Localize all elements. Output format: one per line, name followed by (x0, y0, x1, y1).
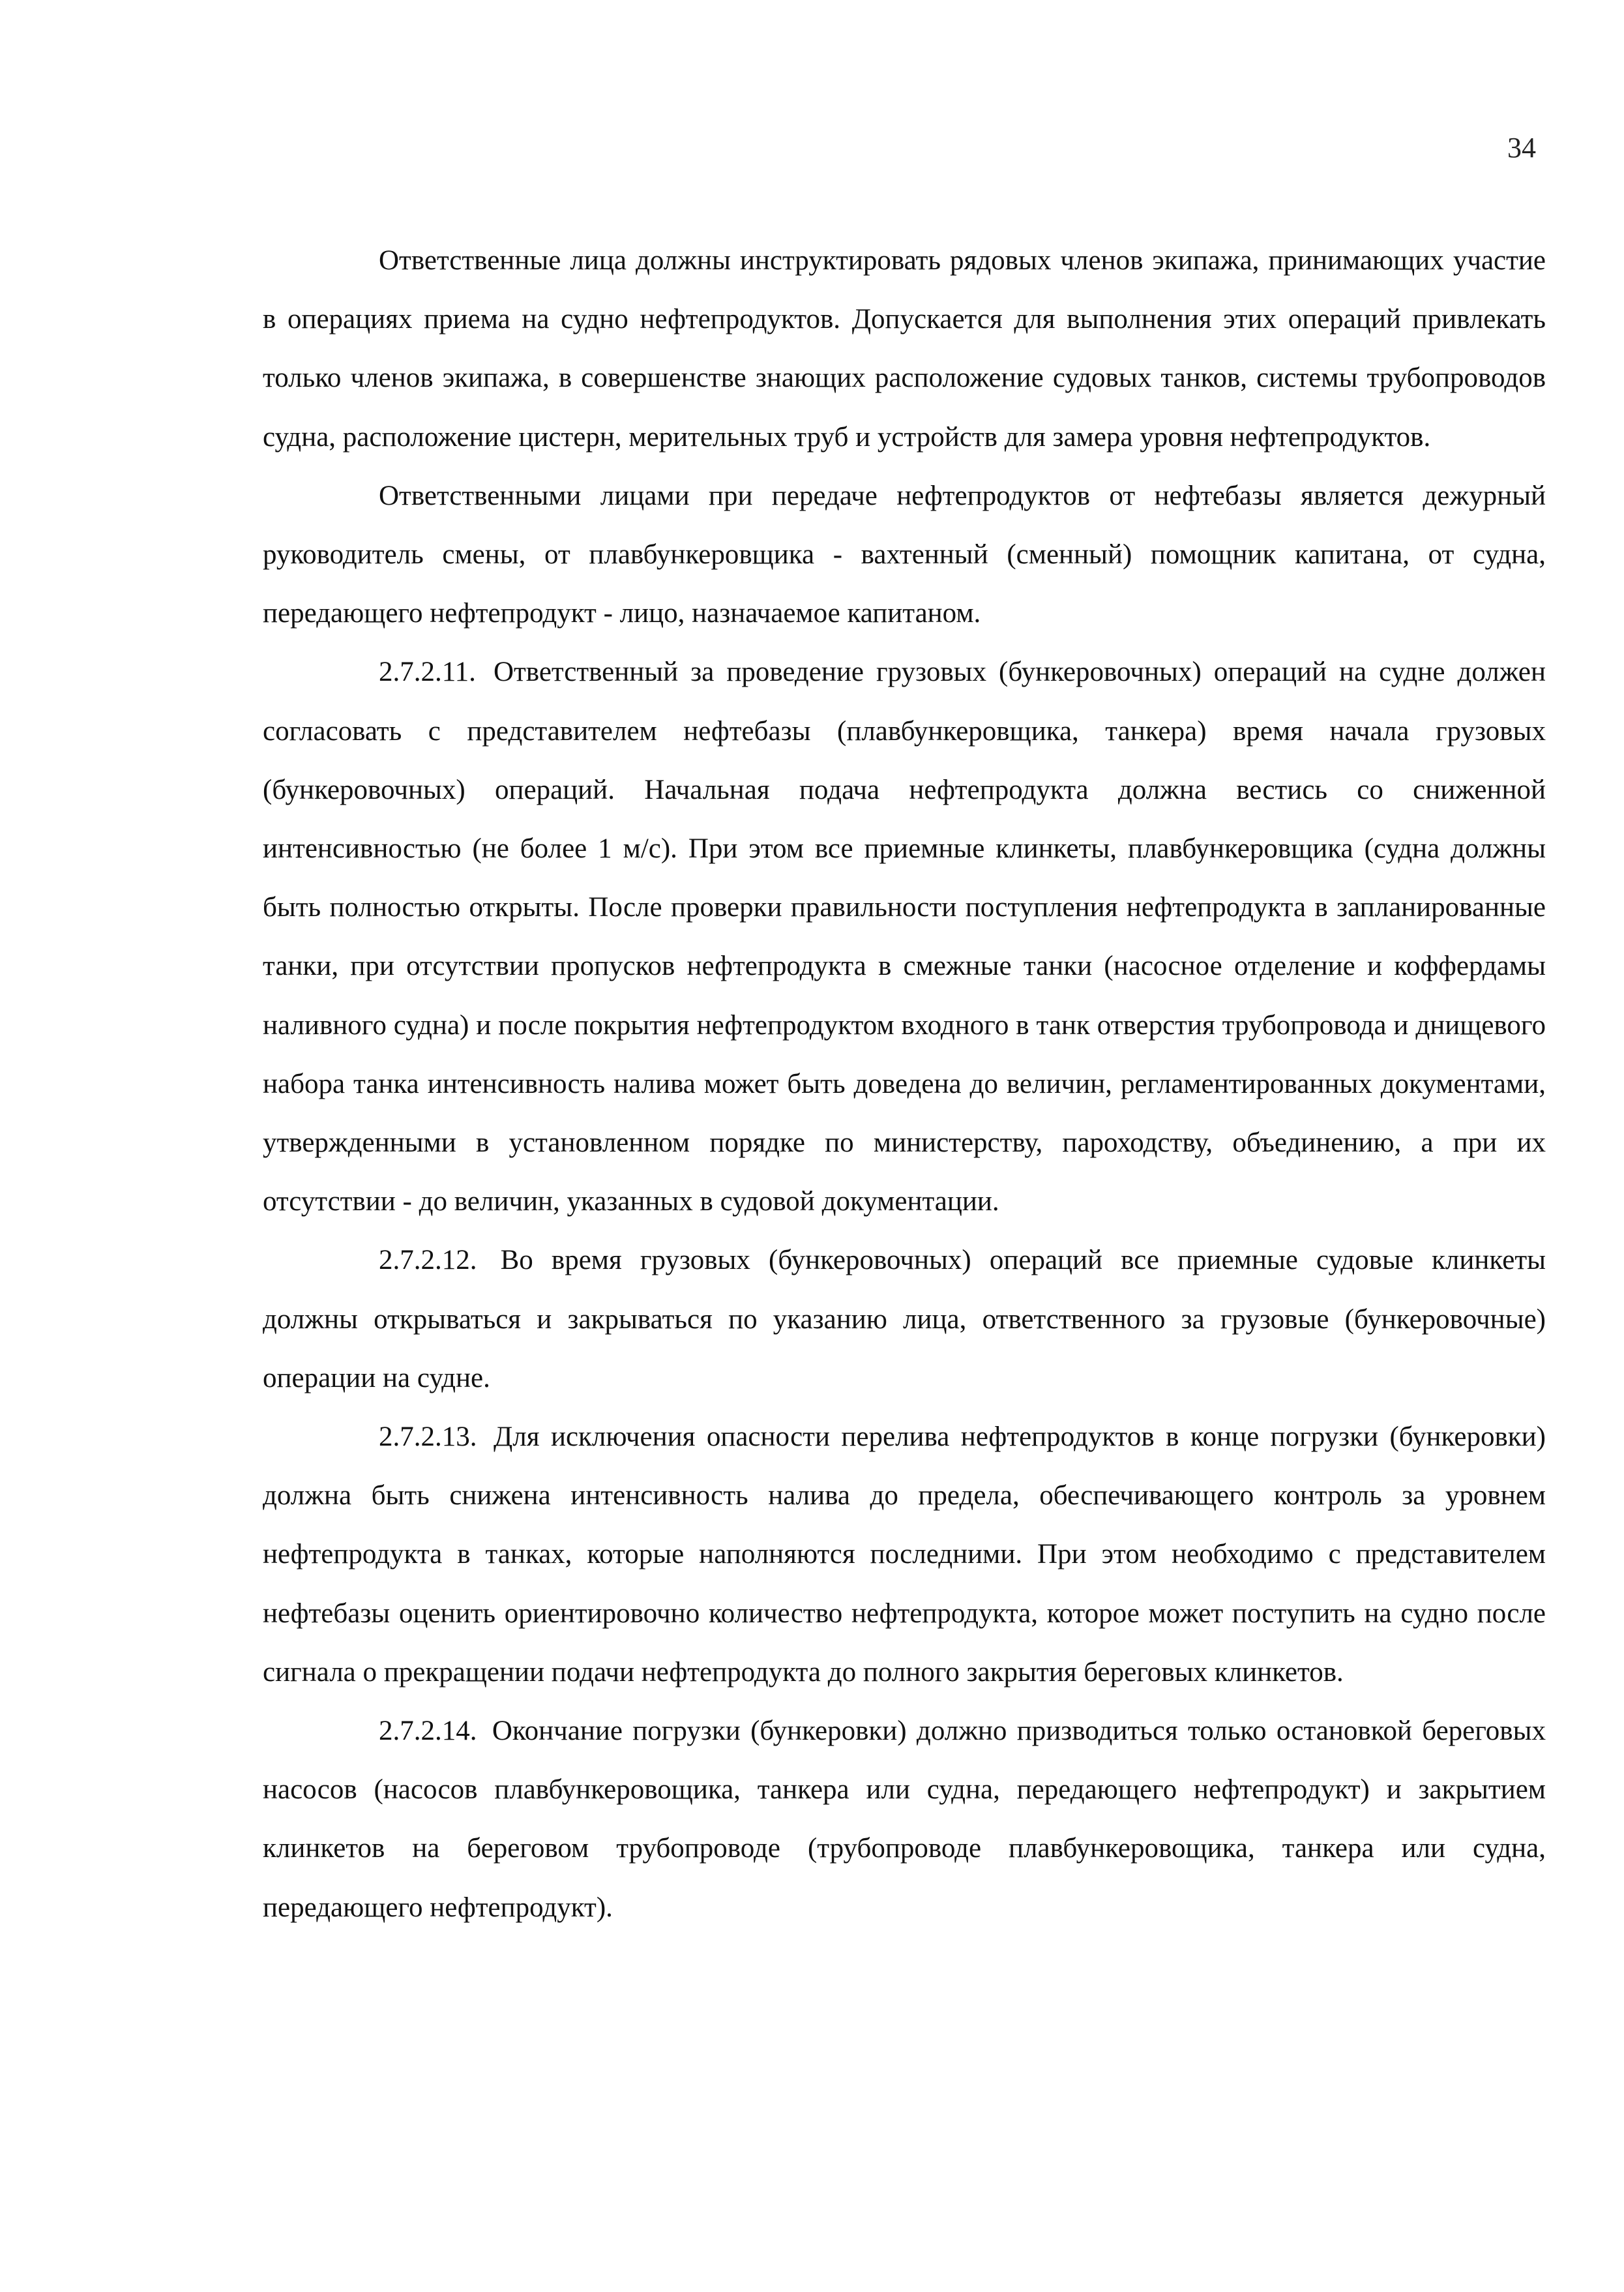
clause-2-7-2-14 (263, 1702, 1546, 1937)
clause-2-7-2-13 (263, 1408, 1546, 1702)
paragraph-responsible-persons-transfer (263, 467, 1546, 644)
clause-2-7-2-11 (263, 643, 1546, 1231)
clause-number: 2.7.2.11. (379, 657, 476, 688)
clause-text: Для исключения опасности перелива нефтепродуктов в конце погрузки (бункеровки) должна быть снижена интенсивность налива до предела, обеспечивающего контроль за уровнем нефтепродукта в танках, которые наполняются последними. При этом необходимо с представителем нефтебазы оценить ориентировочно количество нефтепродукта, которое может поступить на судно после сигнала о прекращении подачи нефтепродукта до полного закрытия береговых клинкетов. (263, 1421, 1546, 1688)
document-body (263, 231, 1546, 1937)
clause-text: Во время грузовых (бункеровочных) операций все приемные судовые клинкеты должны открываться и закрываться по указанию лица, ответственного за грузовые (бункеровочные) операции на судне. (263, 1245, 1546, 1393)
clause-2-7-2-12 (263, 1231, 1546, 1408)
clause-text: Окончание погрузки (бункеровки) должно призводиться только остановкой береговых насосов (насосов плавбункеровощика, танкера или судна, передающего нефтепродукт) и закрытием клинкетов на береговом трубопроводе (трубопроводе плавбункеровощика, танкера или судна, передающего нефтепродукт). (263, 1716, 1546, 1923)
clause-text: Ответственный за проведение грузовых (бункеровочных) операций на судне должен согласовать с представителем нефтебазы (плавбункеровщика, танкера) время начала грузовых (бункеровочных) операций. Начальная подача нефтепродукта должна вестись со сниженной интенсивностью (не более 1 м/с). При этом все приемные клинкеты, плавбункеровщика (судна должны быть полностью открыты. После проверки правильности поступления нефтепродукта в запланированные танки, при отсутствии пропусков нефтепродукта в смежные танки (насосное отделение и коффердамы наливного судна) и после покрытия нефтепродуктом входного в танк отверстия трубопровода и днищевого набора танка интенсивность налива может быть доведена до величин, регламентированных документами, утвержденными в установленном порядке по министерству, пароходству, объединению, а при их отсутствии - до величин, указанных в судовой документации. (263, 657, 1546, 1217)
paragraph-text: Ответственными лицами при передаче нефтепродуктов от нефтебазы является дежурный руководитель смены, от плавбункеровщика - вахтенный (сменный) помощник капитана, от судна, передающего нефтепродукт - лицо, назначаемое капитаном. (263, 480, 1546, 629)
clause-number: 2.7.2.13. (379, 1421, 477, 1453)
page-number: 34 (1507, 132, 1536, 164)
clause-number: 2.7.2.12. (379, 1245, 477, 1276)
paragraph-text: Ответственные лица должны инструктировать рядовых членов экипажа, принимающих участие в операциях приема на судно нефтепродуктов. Допускается для выполнения этих операций привлекать только членов экипажа, в совершенстве знающих расположение судовых танков, системы трубопроводов судна, расположение цистерн, мерительных труб и устройств для замера уровня нефтепродуктов. (263, 245, 1546, 453)
paragraph-responsible-persons-instruct (263, 231, 1546, 467)
clause-number: 2.7.2.14. (379, 1716, 477, 1747)
